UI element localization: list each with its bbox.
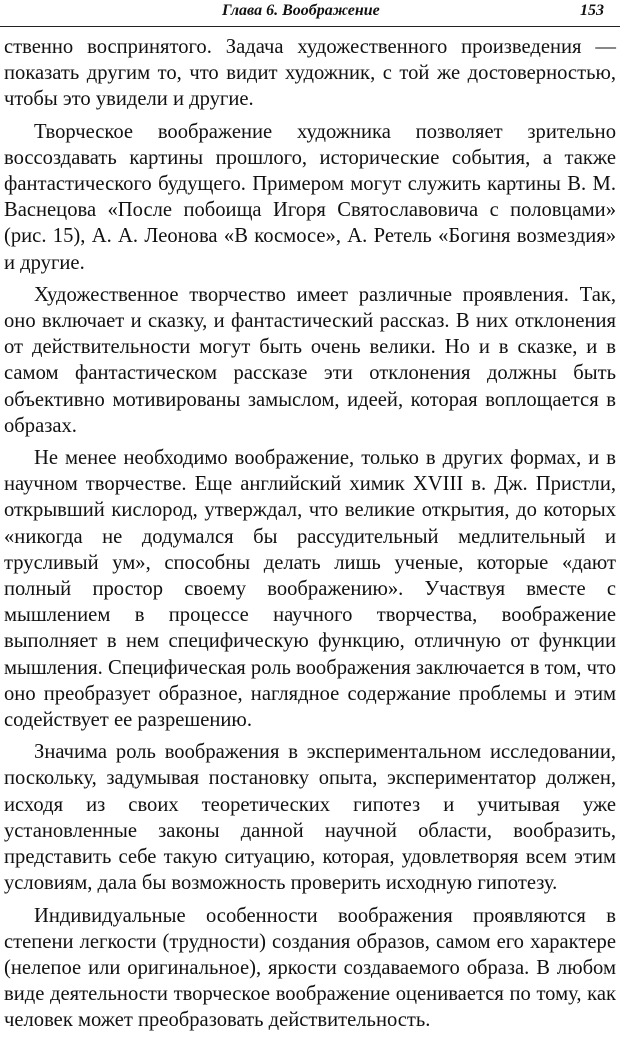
paragraph: Значима роль воображения в экспериментальном исследовании, поскольку, задумывая постановку опыта, экспериментатор должен, исходя из своих теоретических гипотез и учитывая уже установленные законы данной научной области, вообразить, представить себе такую ситуацию, которая, удовлетворяя всем этим условиям, дала бы возможность проверить исходную гипотезу. xyxy=(4,741,616,895)
paragraph: Художественное творчество имеет различные проявления. Так, оно включает и сказку, и фантастический рассказ. В них отклонения от действительности могут быть очень велики. Но и в сказке, и в самом фантастическом рассказе эти отклонения должны быть объективно мотивированы замыслом, идеей, которая воплощается в образах. xyxy=(4,283,616,437)
running-header xyxy=(0,0,620,27)
page-number: 153 xyxy=(580,2,604,19)
paragraph-continued: ственно воспринятого. Задача художественного произведения — показать другим то, что видит художник, с той же достоверностью, чтобы это увидели и другие. xyxy=(4,36,616,111)
paragraph: Индивидуальные особенности воображения проявляются в степени легкости (трудности) создания образов, самом его характере (нелепое или оригинальное), яркости создаваемого образа. В любом виде деятельности творческое воображение оценивается по тому, как человек может преобразовать действительность. xyxy=(4,904,616,1032)
body-text xyxy=(4,34,616,1040)
paragraph: Не менее необходимо воображение, только в других формах, и в научном творчестве. Еще английский химик XVIII в. Дж. Пристли, открывший кислород, утверждал, что великие открытия, до которых «никогда не додумался бы рассудительный медлительный и трусливый ум», способны делать лишь ученые, которые «дают полный простор своему воображению». Участвуя вместе с мышлением в процессе научного творчества, воображение выполняет в нем специфическую функцию, отличную от функции мышления. Специфическая роль воображения заключается в том, что оно преобразует образное, наглядное содержание проблемы и этим содействует ее разрешению. xyxy=(4,447,616,732)
chapter-title: Глава 6. Воображение xyxy=(222,2,380,19)
paragraph: Творческое воображение художника позволяет зрительно воссоздавать картины прошлого, исторические события, а также фантастического будущего. Примером могут служить картины В. М. Васнецова «После побоища Игоря Святославовича с половцами» (рис. 15), А. А. Леонова «В космосе», А. Ретель «Богиня возмездия» и другие. xyxy=(4,120,616,274)
